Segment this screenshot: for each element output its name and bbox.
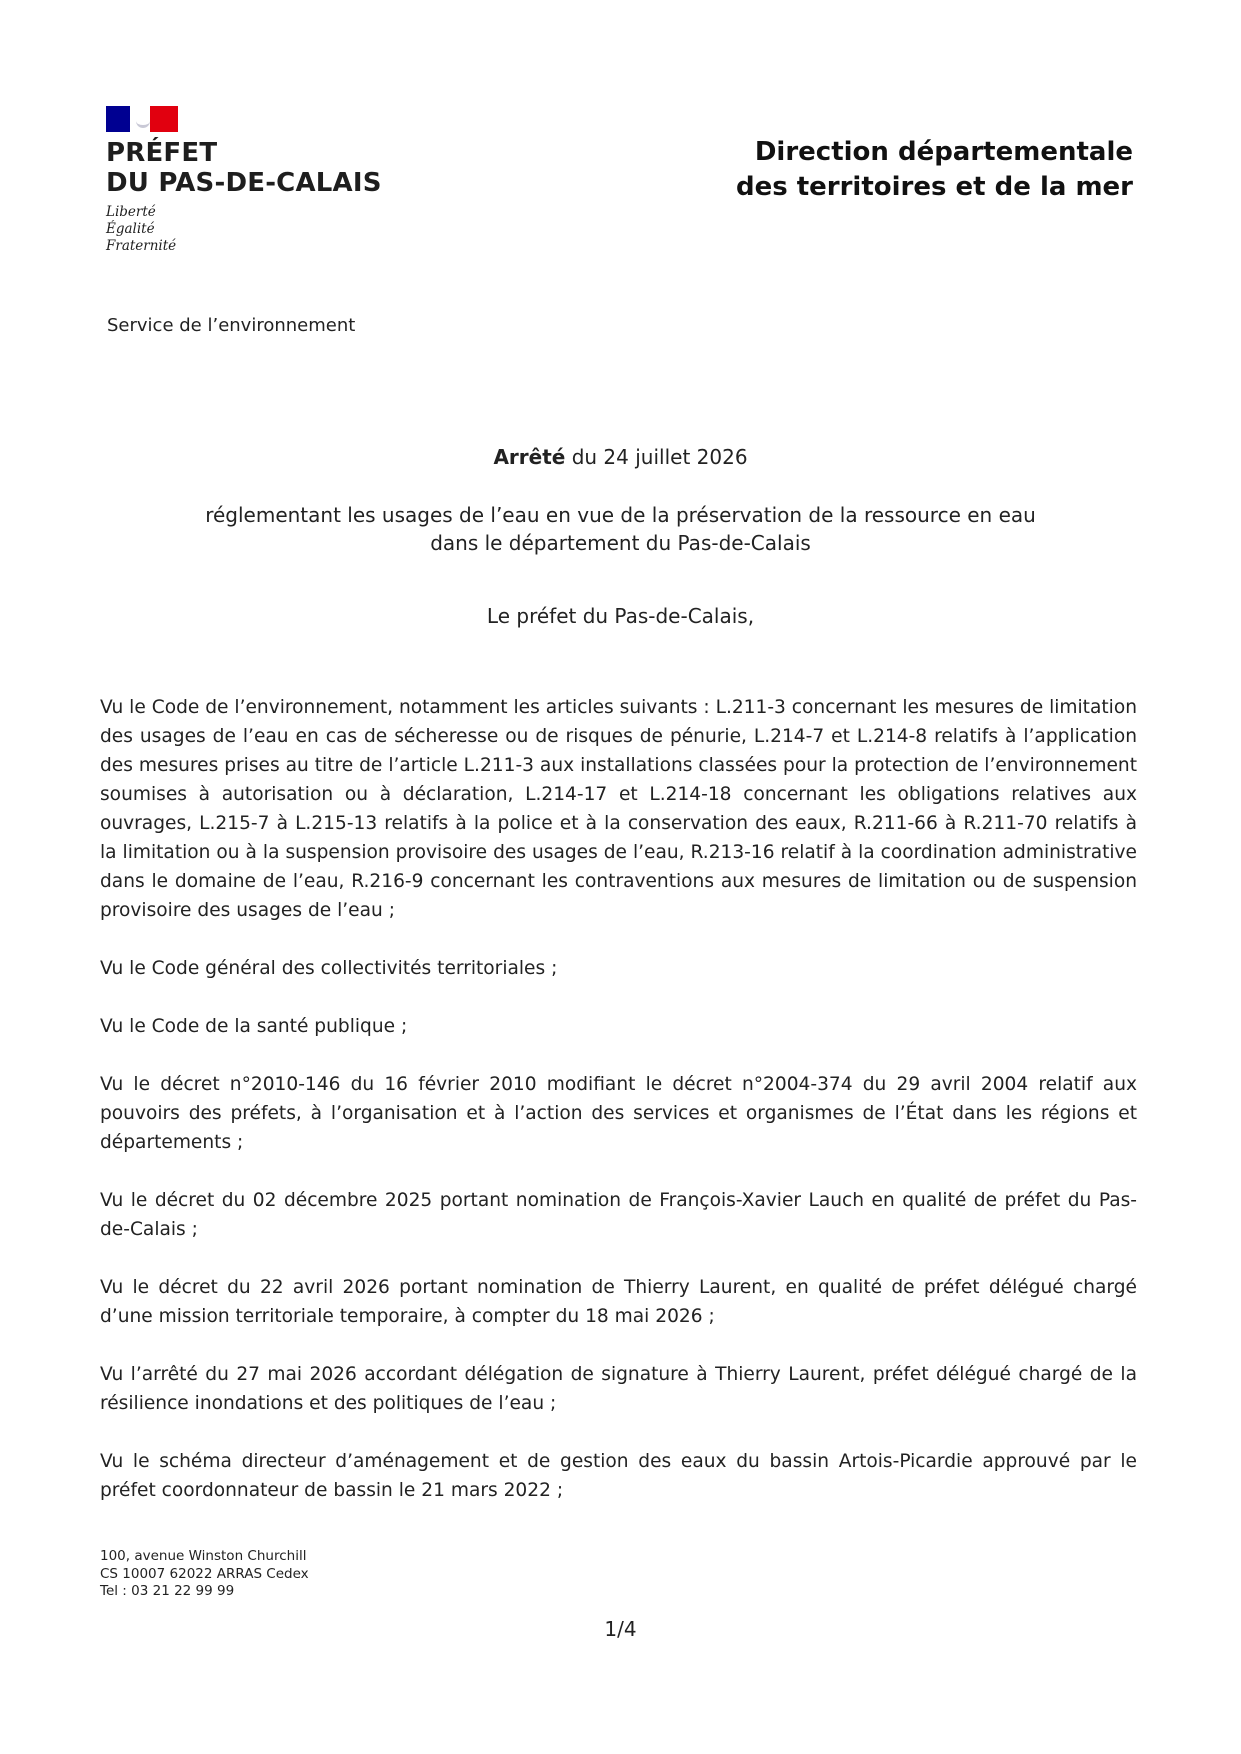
motto-fraternite: Fraternité [106, 238, 177, 254]
title-bold: Arrêté [493, 445, 566, 469]
paragraph: Vu le décret n°2010-146 du 16 février 2010 modifiant le décret n°2004-374 du 29 avril 2004 relatif aux pouvoirs des préfets, à l’organisation et à l’action des services et organismes de l’État dans les régions et départements ; [100, 1074, 1137, 1153]
prefet-line: Le préfet du Pas-de-Calais, [486, 604, 755, 628]
direction-line-1: Direction départementale [754, 137, 1133, 167]
service-name: Service de l’environnement [107, 315, 356, 336]
title-date: du 24 juillet 2026 [565, 445, 748, 469]
document-body [100, 693, 1137, 1534]
document-title [0, 445, 1241, 469]
prefecture-logo [106, 106, 396, 256]
paragraph: Vu le schéma directeur d’aménagement et de gestion des eaux du bassin Artois-Picardie approuvé par le préfet coordonnateur de bassin le 21 mars 2022 ; [100, 1451, 1137, 1501]
page-number: 1/4 [604, 1617, 637, 1641]
paragraph: Vu le Code de l’environnement, notamment les articles suivants : L.211-3 concernant les mesures de limitation des usages de l’eau en cas de sécheresse ou de risques de pénurie, L.214-7 et L.214-8 relatifs à l’application des mesures prises au titre de l’article L.211-3 aux installations classées pour la protection de l’environnement soumises à autorisation ou à déclaration, L.214-17 et L.214-18 concernant les obligations relatives aux ouvrages, L.215-7 à L.215-13 relatifs à la police et à la conservation des eaux, R.211-66 à R.211-70 relatifs à la limitation ou à la suspension provisoire des usages de l’eau, R.213-16 relatif à la coordination administrative dans le domaine de l’eau, R.216-9 concernant les contraventions aux mesures de limitation ou de suspension provisoire des usages de l’eau ; [100, 697, 1137, 921]
republic-motto [106, 204, 396, 255]
address-line-1: 100, avenue Winston Churchill [100, 1548, 307, 1564]
motto-egalite: Égalité [106, 221, 155, 237]
direction-line-2: des territoires et de la mer [735, 172, 1133, 202]
paragraph: Vu le décret du 22 avril 2026 portant nomination de Thierry Laurent, en qualité de préfet délégué chargé d’une mission territoriale temporaire, à compter du 18 mai 2026 ; [100, 1277, 1137, 1327]
logo-line-1: PRÉFET [106, 138, 218, 168]
logo-title [106, 138, 396, 198]
footer-address [100, 1548, 309, 1601]
paragraph: Vu le décret du 02 décembre 2025 portant nomination de François-Xavier Lauch en qualité de préfet du Pas-de-Calais ; [100, 1190, 1137, 1240]
direction-heading [736, 135, 1133, 205]
paragraph: Vu le Code de la santé publique ; [100, 1016, 408, 1037]
logo-line-2: DU PAS-DE-CALAIS [106, 168, 382, 198]
motto-liberte: Liberté [106, 204, 156, 220]
paragraph: Vu l’arrêté du 27 mai 2026 accordant délégation de signature à Thierry Laurent, préfet délégué chargé de la résilience inondations et des politiques de l’eau ; [100, 1364, 1137, 1414]
marianne-flag-icon [106, 106, 178, 132]
document-subtitle: réglementant les usages de l’eau en vue de la préservation de la ressource en eau dans le département du Pas-de-Calais [205, 503, 1036, 555]
address-line-2: CS 10007 62022 ARRAS Cedex [100, 1565, 309, 1582]
address-phone: Tel : 03 21 22 99 99 [100, 1583, 235, 1599]
paragraph: Vu le Code général des collectivités territoriales ; [100, 958, 558, 979]
